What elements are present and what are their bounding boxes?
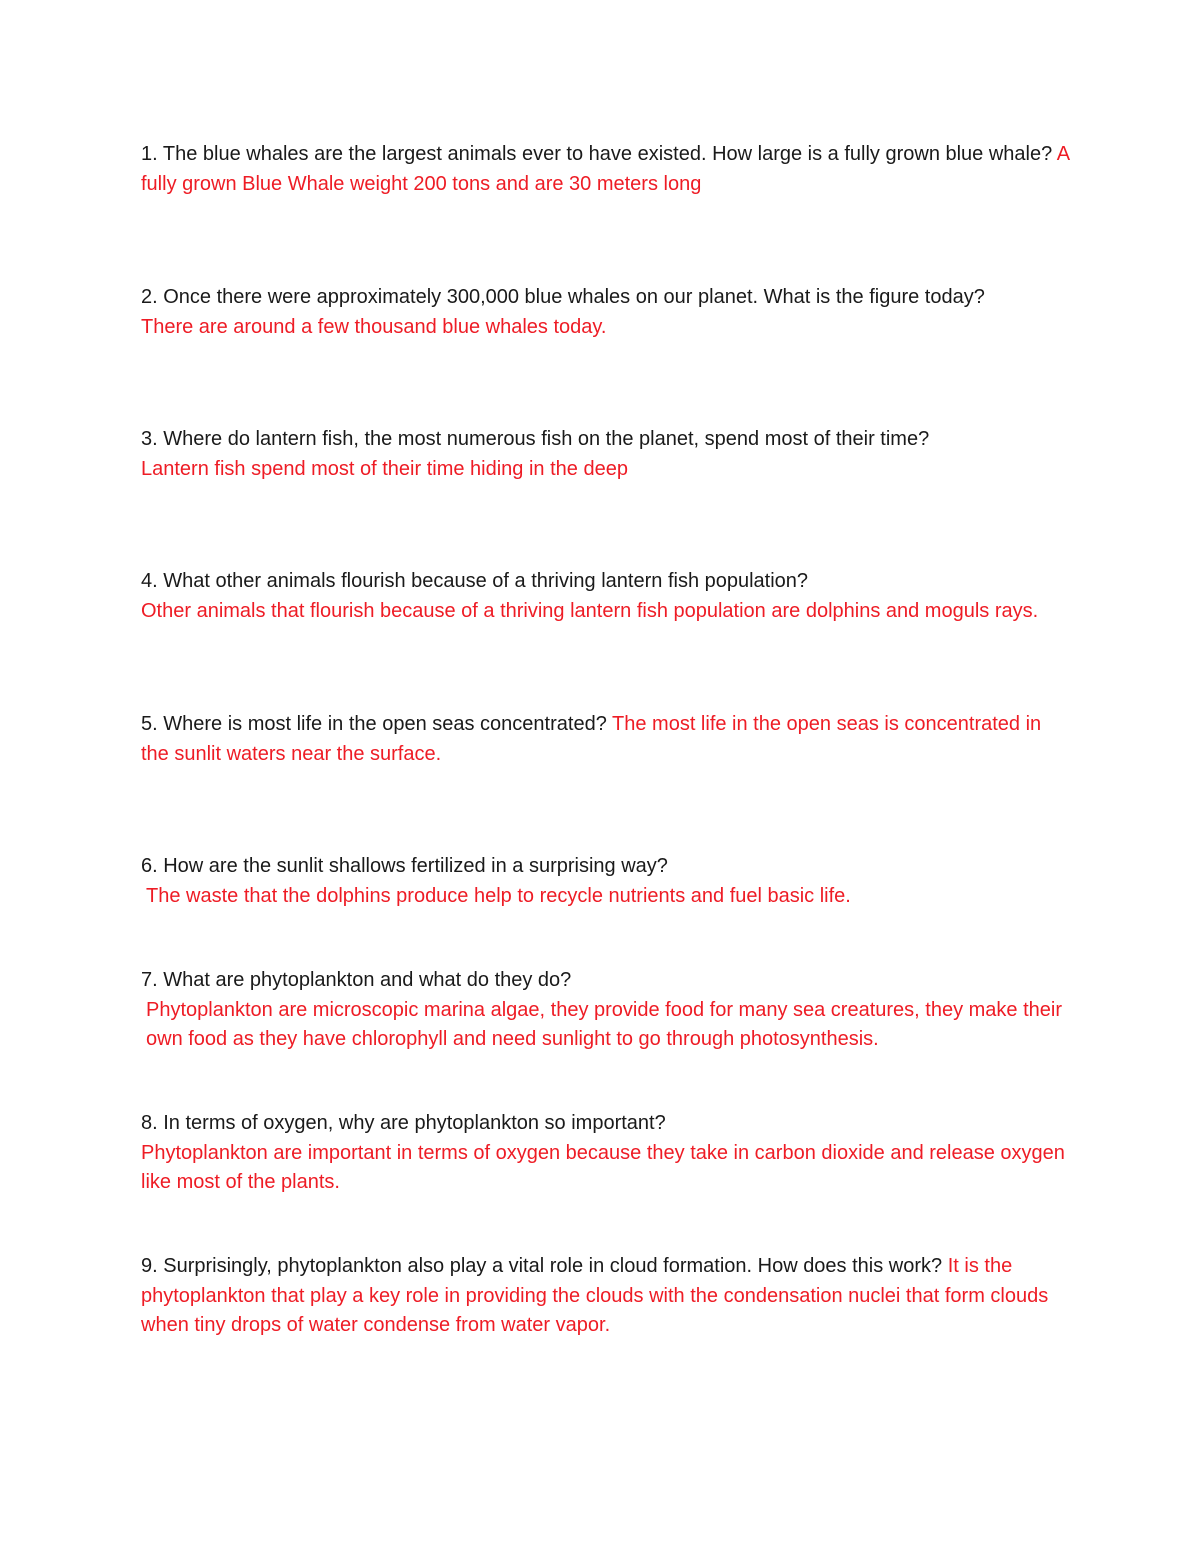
question-8: 8. In terms of oxygen, why are phytoplankton so important? bbox=[141, 1112, 666, 1134]
qa-item-4 bbox=[141, 567, 1071, 626]
question-2: 2. Once there were approximately 300,000 blue whales on our planet. What is the figure today? bbox=[141, 286, 985, 308]
qa-item-7 bbox=[141, 966, 1071, 1055]
question-3: 3. Where do lantern fish, the most numerous fish on the planet, spend most of their time? bbox=[141, 428, 930, 450]
question-4: 4. What other animals flourish because of a thriving lantern fish population? bbox=[141, 570, 809, 592]
qa-item-8 bbox=[141, 1109, 1071, 1198]
qa-item-6 bbox=[141, 852, 1071, 911]
answer-2: There are around a few thousand blue whales today. bbox=[141, 315, 607, 338]
question-7: 7. What are phytoplankton and what do they do? bbox=[141, 969, 572, 991]
answer-9: It is the phytoplankton that play a key role in providing the clouds with the condensation nuclei that form clouds when tiny drops of water condense from water vapor. bbox=[141, 1255, 1049, 1336]
qa-item-5 bbox=[141, 710, 1071, 769]
answer-5: The most life in the open seas is concentrated in the sunlit waters near the surface. bbox=[141, 713, 1042, 765]
answer-6: The waste that the dolphins produce help to recycle nutrients and fuel basic life. bbox=[146, 884, 851, 907]
answer-8: Phytoplankton are important in terms of oxygen because they take in carbon dioxide and release oxygen like most of the plants. bbox=[141, 1141, 1065, 1193]
question-1: 1. The blue whales are the largest animals ever to have existed. How large is a fully grown blue whale? bbox=[141, 143, 1053, 165]
question-5: 5. Where is most life in the open seas concentrated? bbox=[141, 713, 607, 735]
answer-7: Phytoplankton are microscopic marina algae, they provide food for many sea creatures, they make their own food as they have chlorophyll and need sunlight to go through photosynthesis. bbox=[146, 998, 1063, 1050]
qa-item-2 bbox=[141, 283, 1071, 342]
answer-1: A fully grown Blue Whale weight 200 tons and are 30 meters long bbox=[141, 143, 1069, 195]
answer-4: Other animals that flourish because of a thriving lantern fish population are dolphins and moguls rays. bbox=[141, 599, 1039, 622]
qa-item-3 bbox=[141, 425, 1071, 484]
question-6: 6. How are the sunlit shallows fertilized in a surprising way? bbox=[141, 855, 668, 877]
answer-3: Lantern fish spend most of their time hiding in the deep bbox=[141, 457, 628, 480]
qa-item-9 bbox=[141, 1252, 1071, 1341]
question-9: 9. Surprisingly, phytoplankton also play a vital role in cloud formation. How does this work? bbox=[141, 1255, 943, 1277]
qa-item-1 bbox=[141, 140, 1071, 199]
